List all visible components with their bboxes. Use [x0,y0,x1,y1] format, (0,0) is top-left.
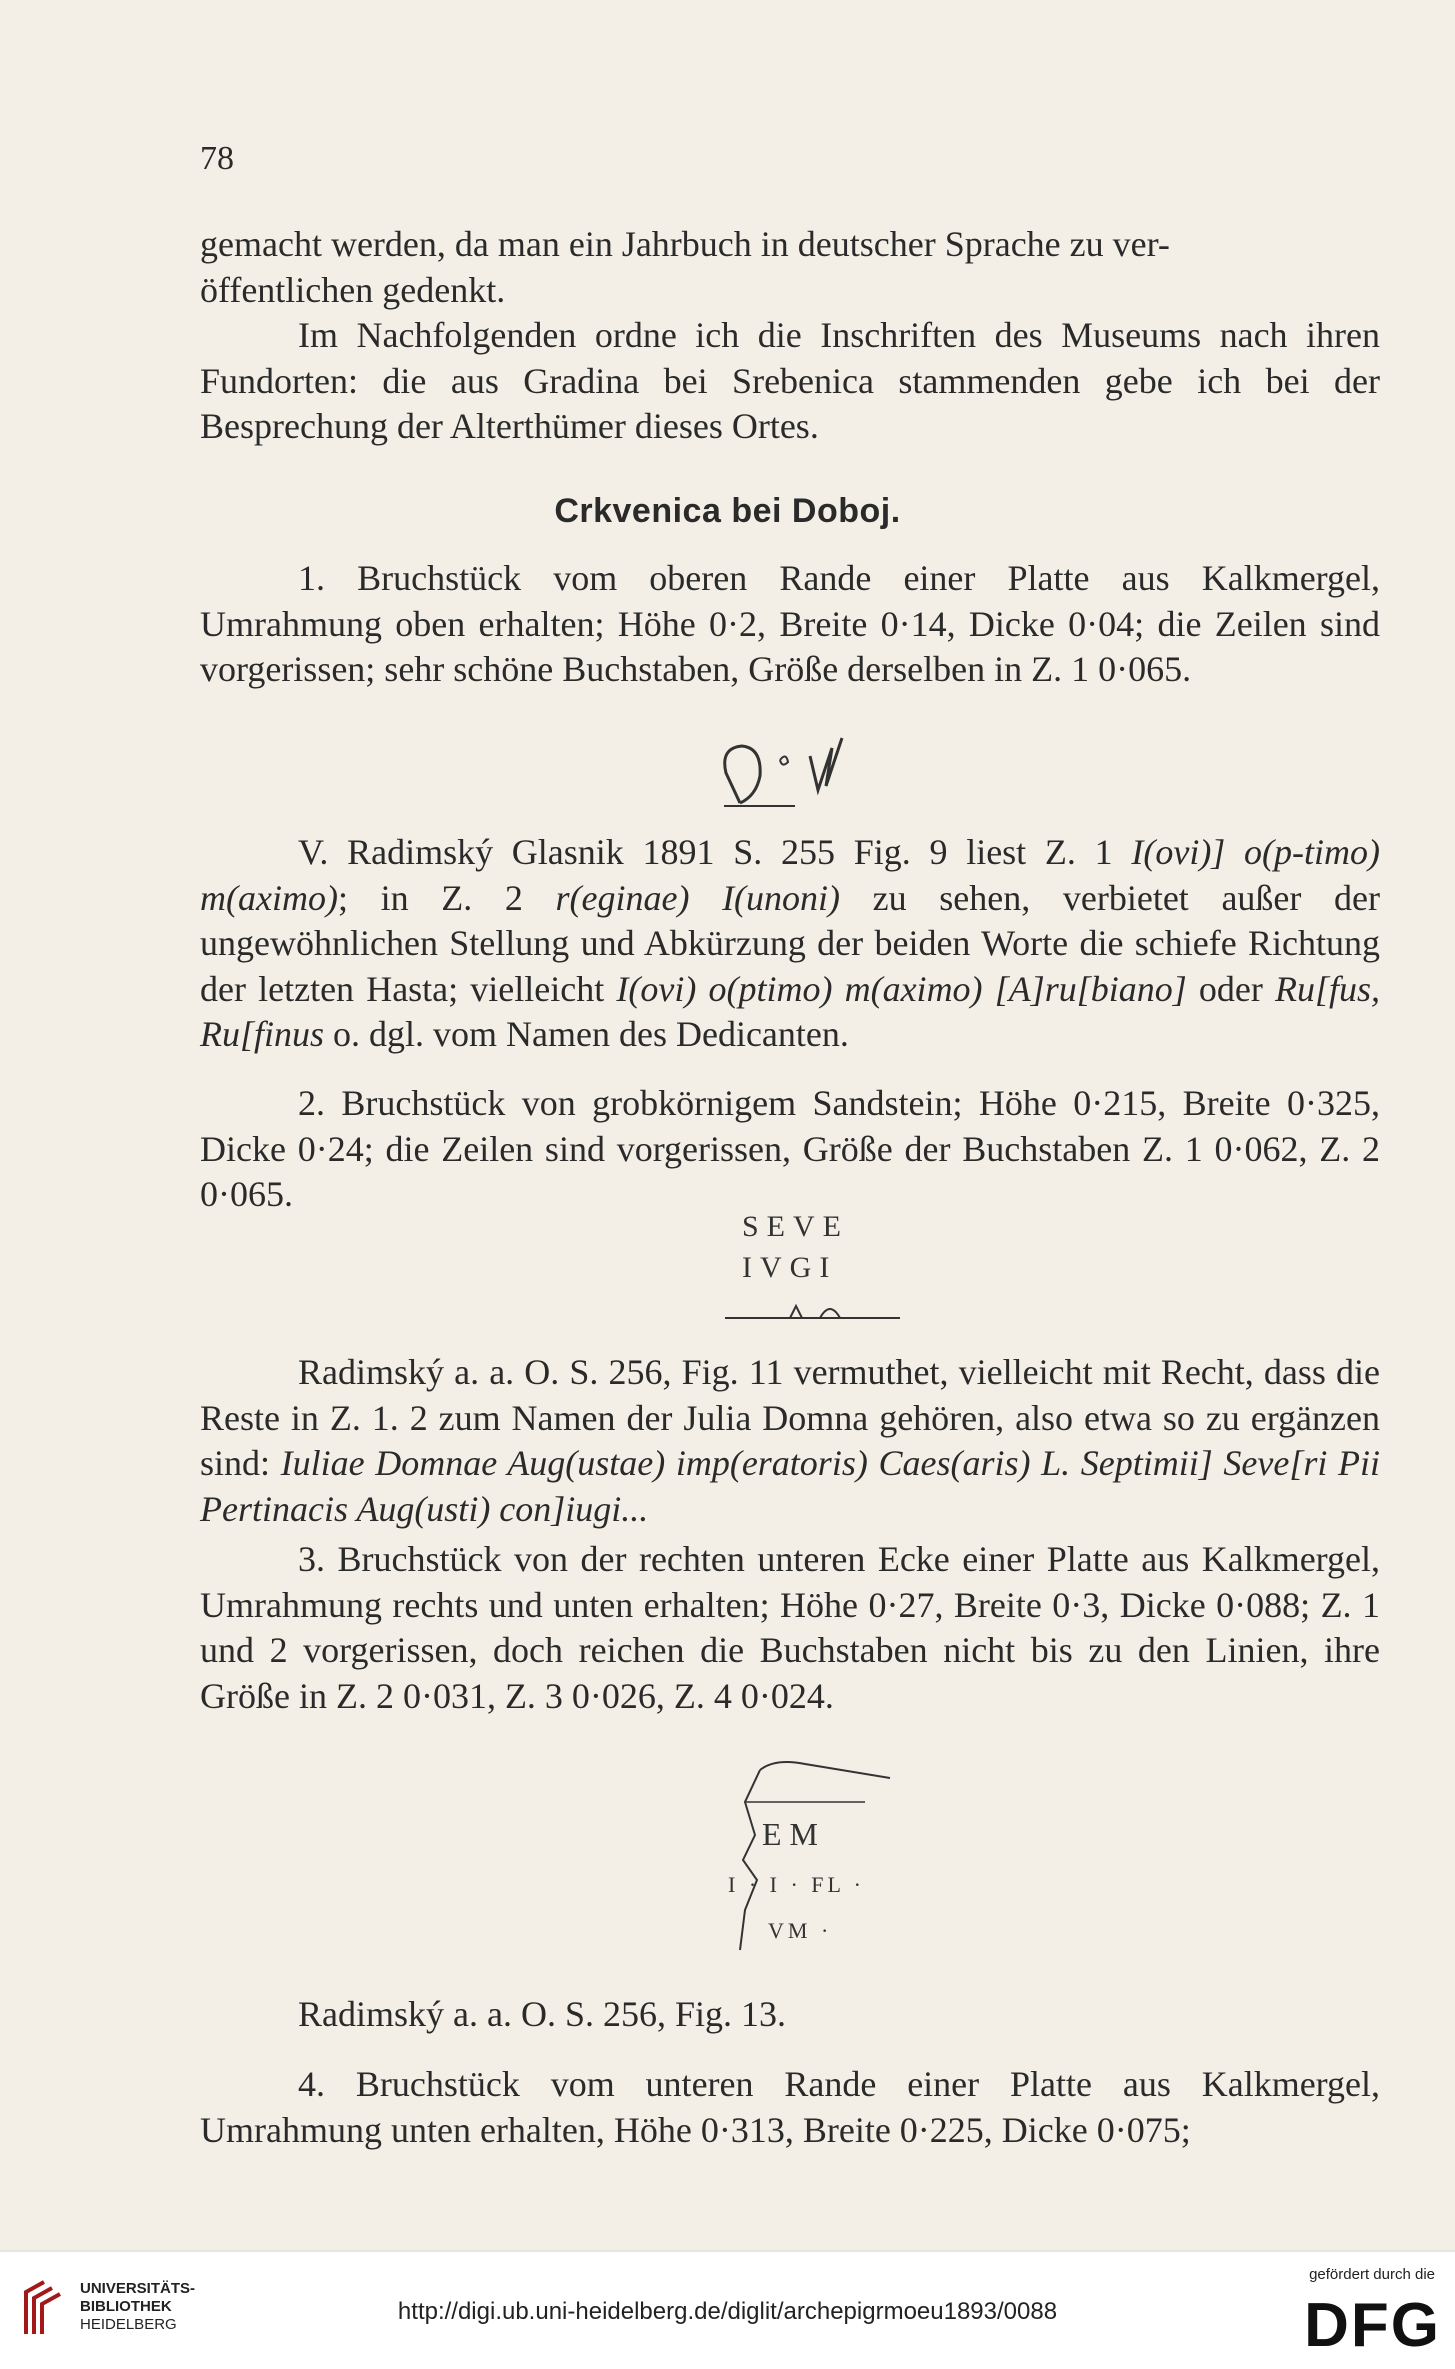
comment-part: V. Radimský Glasnik 1891 S. 255 Fig. 9 liest Z. 1 [298,832,1132,872]
item-3-comment [200,1992,1380,2038]
comment-reading: Iuliae Domnae Aug(ustae) imp(eratoris) Caes(aris) L. Septimii] Seve[ri Pii Pertinacis Aug(usti) con]iugi... [200,1443,1380,1529]
viewer-footer [0,2250,1455,2369]
comment-part: zu sehen, verbietet außer der ungewöhnlichen Stellung und Abkürzung der beiden Worte die schiefe Richtung der letzten Hasta; vielleicht [200,877,1380,1009]
dfg-logo[interactable]: DFG [1304,2291,1441,2360]
intro-line-2: öffentlichen gedenkt. [200,269,506,310]
intro-paragraph [200,222,1380,313]
library-line-1: UNIVERSITÄTS- [80,2280,196,2297]
item-1 [200,556,1380,693]
item-3-comment-text: Radimský a. a. O. S. 256, Fig. 13. [298,1994,787,2034]
library-line-3: HEIDELBERG [80,2316,177,2333]
item-3 [200,1537,1380,1719]
inscription-3-line-3: VM · [768,1918,833,1943]
inscription-2-line-2: IVGI [742,1251,838,1284]
item-2-comment [200,1350,1380,1532]
comment-part: o. dgl. vom Namen des Dedicanten. [324,1014,849,1054]
page-number: 78 [200,140,234,177]
inscription-3-line-2: I · I · FL · [728,1872,865,1897]
order-text: Im Nachfolgenden ordne ich die Inschriften des Museums nach ihren Fundorten: die aus Gradina bei Srebenica stammenden gebe ich bei der Besprechung der Alterthümer dieses Ortes. [200,315,1380,446]
item-4 [200,2062,1380,2153]
comment-reading: r(eginae) I(unoni) [555,877,841,918]
funding-note: gefördert durch die [1309,2266,1435,2283]
item-4-text: 4. Bruchstück vom unteren Rande einer Platte aus Kalkmergel, Umrahmung unten erhalten, Höhe 0·313, Breite 0·225, Dicke 0·075; [200,2064,1380,2150]
item-1-text: 1. Bruchstück vom oberen Rande einer Platte aus Kalkmergel, Umrahmung oben erhalten; Höhe 0·2, Breite 0·14, Dicke 0·04; die Zeilen sind vorgerissen; sehr schöne Buchstaben, Größe derselben in Z. 1 0·065. [200,558,1380,689]
item-3-text: 3. Bruchstück von der rechten unteren Ecke einer Platte aus Kalkmergel, Umrahmung rechts und unten erhalten; Höhe 0·27, Breite 0·3, Dicke 0·088; Z. 1 und 2 vorgerissen, doch reichen die Buchstaben nicht bis zu den Linien, ihre Größe in Z. 2 0·031, Z. 3 0·026, Z. 4 0·024. [200,1539,1380,1716]
item-2 [200,1081,1380,1218]
order-paragraph [200,313,1380,450]
comment-part: ; in Z. 2 [337,877,556,918]
document-url-link[interactable]: http://digi.ub.uni-heidelberg.de/diglit/archepigrmoeu1893/0088 [397,2298,1058,2325]
inscription-2-line-1: SEVE [742,1210,849,1243]
comment-part: Radimský a. a. O. S. 256, Fig. 11 vermuthet, vielleicht mit Recht, dass die Reste in Z. 1. 2 zum Namen der Julia Domna gehören, also etwa so zu ergänzen sind: [200,1352,1380,1483]
item-1-comment [200,830,1380,1058]
inscription-3-line-1: EM [762,1816,826,1852]
inscription-1-drawing [700,718,890,818]
comment-reading: I(ovi)] o(p-timo) m(aximo) [200,832,1381,918]
comment-reading: Ru[fus, Ru[finus [200,968,1380,1054]
section-heading: Crkvenica bei Doboj. [554,492,901,530]
library-line-2: BIBLIOTHEK [80,2298,172,2315]
inscription-2-break-line [720,1296,910,1326]
comment-part: oder [1186,968,1275,1009]
comment-reading: I(ovi) o(ptimo) m(aximo) [A]ru[biano] [616,968,1187,1009]
intro-line-1: gemacht werden, da man ein Jahrbuch in deutscher Sprache zu ver- [200,224,1170,264]
item-2-text: 2. Bruchstück von grobkörnigem Sandstein; Höhe 0·215, Breite 0·325, Dicke 0·24; die Zeilen sind vorgerissen, Größe der Buchstaben Z. 1 0·062, Z. 2 0·065. [200,1083,1380,1214]
